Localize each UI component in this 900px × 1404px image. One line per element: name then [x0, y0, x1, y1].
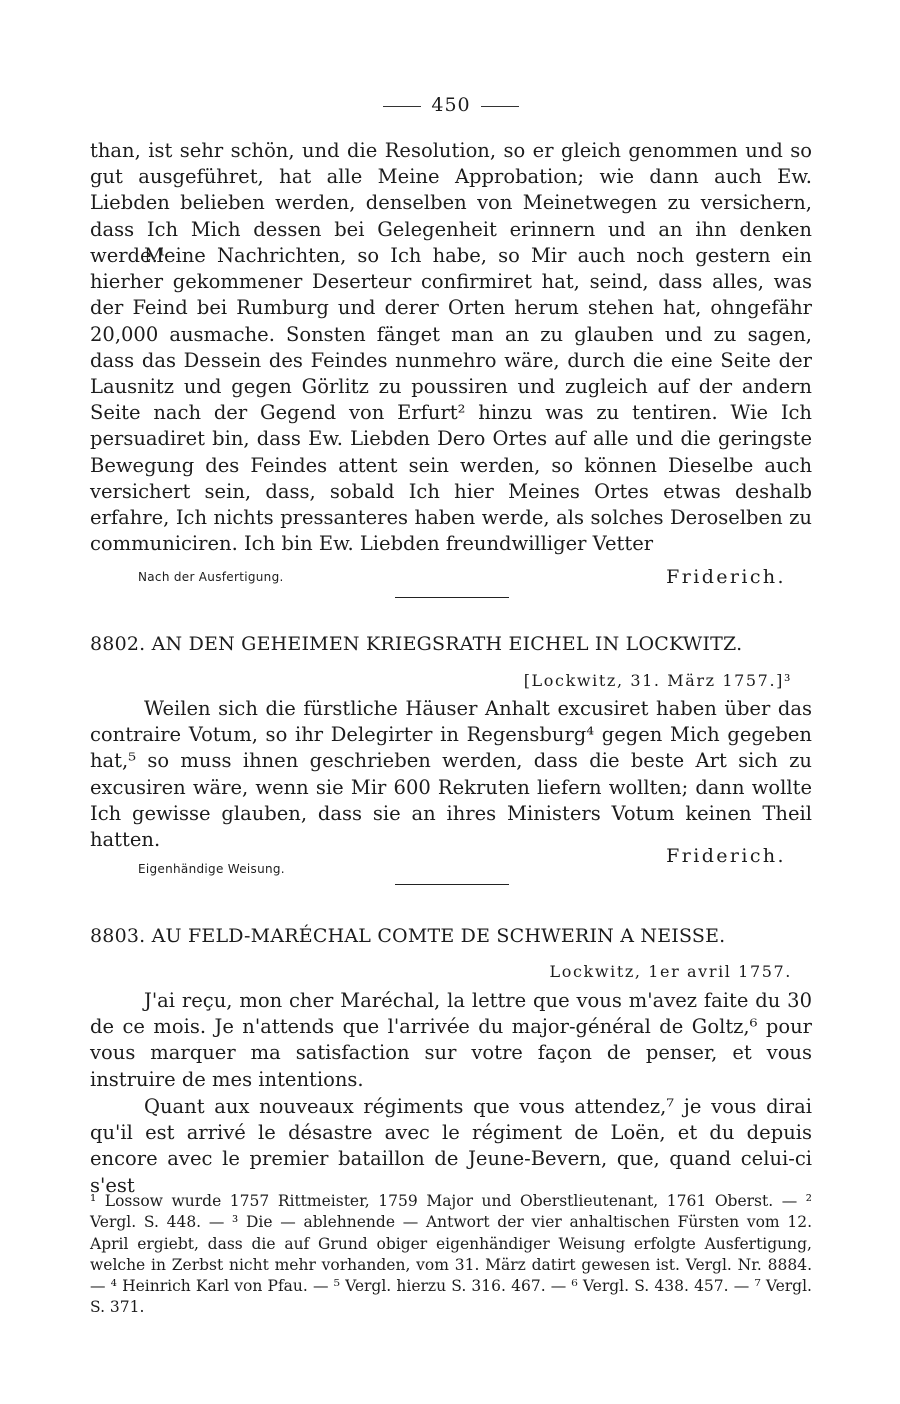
letter-paragraph-8803-2: Quant aux nouveaux régiments que vous attendez,⁷ je vous dirai qu'il est arrivé le désastre avec le régiment de Loën, et du depuis encore avec le premier bataillon de Jeune-Bevern, que, quand celui-ci s'est	[90, 1095, 812, 1197]
letter-continuation-paragraph: than, ist sehr schön, und die Resolution, so er gleich genommen und so gut ausgeführet, hat alle Meine Approbation; wie dann auch Ew. Liebden belieben werden, denselben von Meinetwegen zu versichern, dass Ich Mich dessen bei Gelegenheit erinnern und an ihn denken werde.¹	[90, 139, 812, 267]
letter-text-8802: Weilen sich die fürstliche Häuser Anhalt excusiret haben über das contraire Votum, so ihr Delegirter in Regensburg⁴ gegen Mich gegeben hat,⁵ so muss ihnen geschrieben werden, dass die beste Art sich zu excusiren wäre, wenn sie Mir 600 Rekruten liefern wollten; dann wollte Ich gewisse glauben, dass sie an ihres Ministers Votum keinen Theil hatten.	[90, 697, 812, 852]
letter-heading-8803: 8803. AU FELD-MARÉCHAL COMTE DE SCHWERIN A NEISSE.	[90, 925, 726, 947]
letter-paragraph-news: Meine Nachrichten, so Ich habe, so Mir auch noch gestern ein hierher gekommener Deserteur confirmiret hat, seind, dass alles, was der Feind bei Rumburg und derer Orten herum stehen hat, ohngefähr 20,000 ausmache. Sonsten fänget man an zu glauben und zu sagen, dass das Dessein des Feindes nunmehro wäre, durch die eine Seite der Lausnitz und gegen Görlitz zu poussiren und zugleich auf der andern Seite nach der Gegend von Erfurt² hinzu was zu tentiren. Wie Ich persuadiret bin, dass Ew. Liebden Dero Ortes auf alle und die geringste Bewegung des Feindes attent sein werden, so können Dieselbe auch versichert sein, dass, sobald Ich hier Meines Ortes etwas deshalb erfahre, Ich nichts pressanteres haben werde, als solches Deroselben zu communiciren. Ich bin Ew. Liebden freundwilliger Vetter	[90, 244, 812, 556]
closing-row-1	[90, 566, 812, 590]
signature: Friderich.	[666, 566, 786, 588]
dateline-8802: [Lockwitz, 31. März 1757.]³	[523, 671, 792, 690]
letter-heading-8802: 8802. AN DEN GEHEIMEN KRIEGSRATH EICHEL IN LOCKWITZ.	[90, 633, 743, 655]
page-number: 450	[431, 94, 471, 116]
section-divider	[395, 597, 509, 598]
dateline-8803: Lockwitz, 1er avril 1757.	[549, 962, 792, 981]
page-number-header	[90, 94, 812, 116]
header-dash-right	[481, 106, 519, 107]
section-divider-2	[395, 884, 509, 885]
closing-row-8802	[90, 845, 812, 876]
source-note-8802: Eigenhändige Weisung.	[138, 862, 285, 876]
footnotes: ¹ Lossow wurde 1757 Rittmeister, 1759 Major und Oberstlieutenant, 1761 Oberst. — ² Vergl. S. 448. — ³ Die — ablehnende — Antwort der vier anhaltischen Fürsten vom 12. April ergiebt, dass die auf Grund obiger eigenhändiger Weisung erfolgte Ausfertigung, welche in Zerbst nicht mehr vorhanden, vom 31. März datirt gewesen ist. Vergl. Nr. 8884. — ⁴ Heinrich Karl von Pfau. — ⁵ Vergl. hierzu S. 316. 467. — ⁶ Vergl. S. 438. 457. — ⁷ Vergl. S. 371.	[90, 1192, 812, 1317]
document-page	[90, 0, 812, 1404]
source-note: Nach der Ausfertigung.	[138, 570, 284, 584]
header-dash-left	[383, 106, 421, 107]
letter-paragraph-8803-1: J'ai reçu, mon cher Maréchal, la lettre que vous m'avez faite du 30 de ce mois. Je n'attends que l'arrivée du major-général de Goltz,⁶ pour vous marquer ma satisfaction sur votre façon de penser, et vous instruire de mes intentions.	[90, 989, 812, 1091]
signature-8802: Friderich.	[666, 845, 786, 867]
